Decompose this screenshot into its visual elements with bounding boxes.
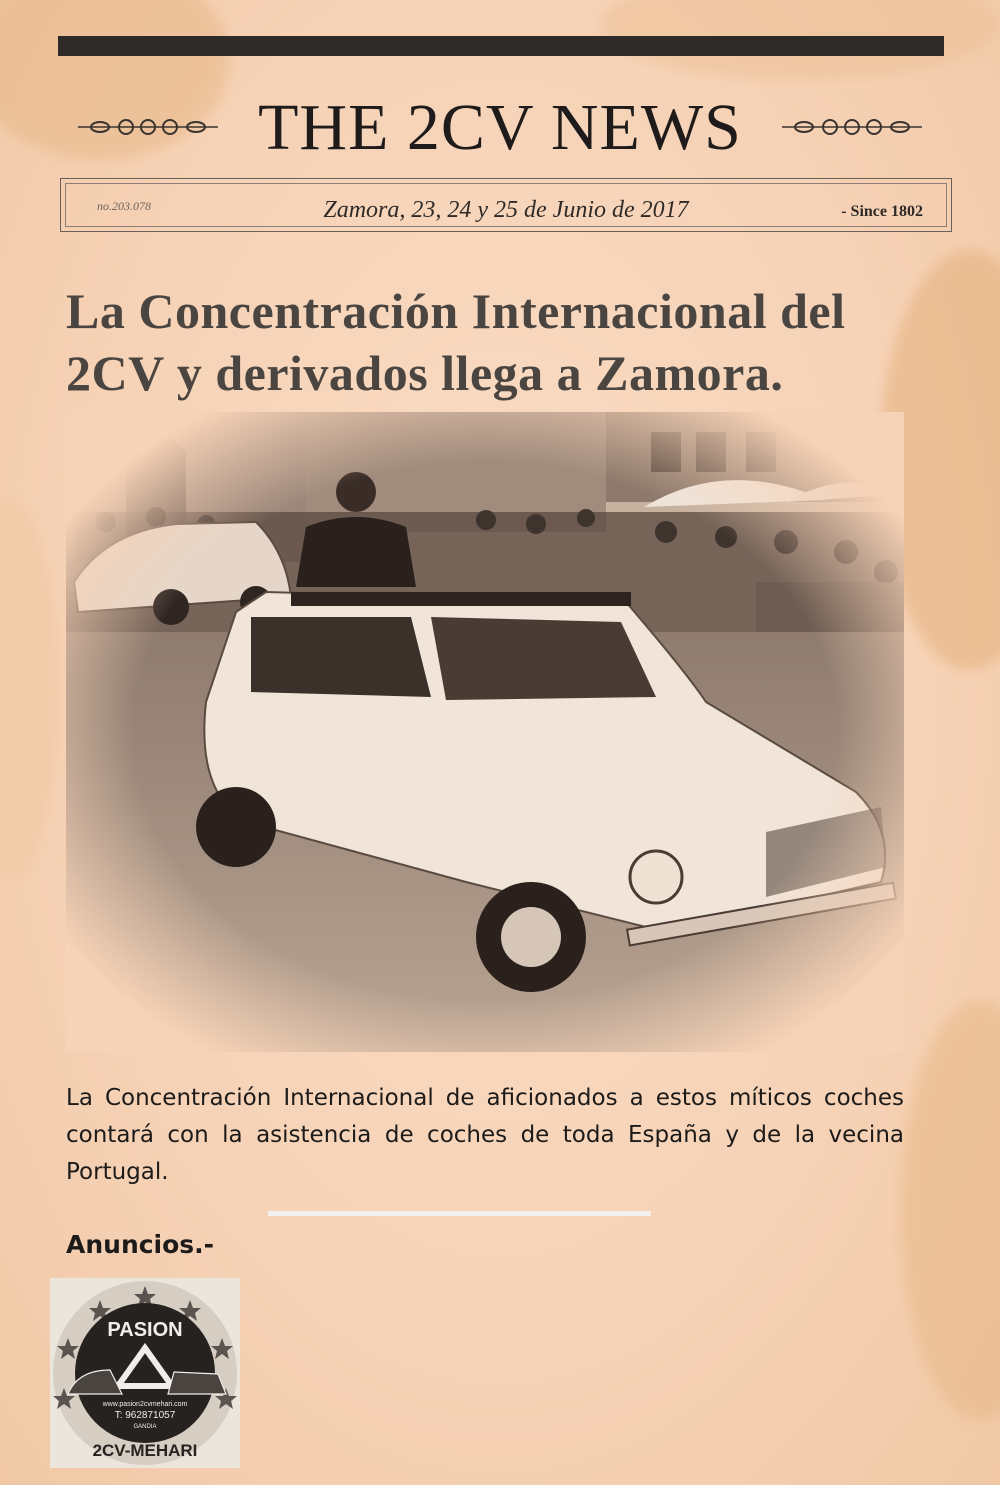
- since-label: - Since 1802: [841, 203, 923, 220]
- logo-city: GANDIA: [133, 1424, 157, 1430]
- logo-bottom-text: 2CV-MEHARI: [92, 1441, 198, 1460]
- article-headline: La Concentración Internacional del 2CV y derivados llega a Zamora.: [66, 283, 846, 401]
- masthead: [0, 88, 1000, 168]
- logo-phone: T: 962871057: [114, 1410, 176, 1421]
- issue-number: no.203.078: [97, 199, 151, 213]
- paper-stain: [900, 1000, 1000, 1420]
- top-bar: [58, 36, 944, 56]
- photo-vignette: [66, 412, 904, 1052]
- article-photo: [66, 412, 904, 1052]
- edition-date: Zamora, 23, 24 y 25 de Junio de 2017: [323, 197, 689, 223]
- logo-top-text: PASION: [107, 1319, 183, 1341]
- ornament-left-icon: [78, 116, 218, 138]
- pasion-2cv-logo: [50, 1278, 240, 1468]
- article-body: La Concentración Internacional de aficionados a estos míticos coches contará con la asistencia de coches de toda España y de la vecina Portugal.: [66, 1085, 904, 1185]
- dateline-box: [60, 178, 952, 232]
- ads-heading: Anuncios.-: [66, 1230, 215, 1259]
- section-divider: [268, 1211, 651, 1216]
- logo-website: www.pasion2cvmehari.com: [102, 1401, 188, 1408]
- paper-stain: [0, 500, 60, 880]
- masthead-title: THE 2CV NEWS: [258, 91, 742, 164]
- ornament-right-icon: [782, 116, 922, 138]
